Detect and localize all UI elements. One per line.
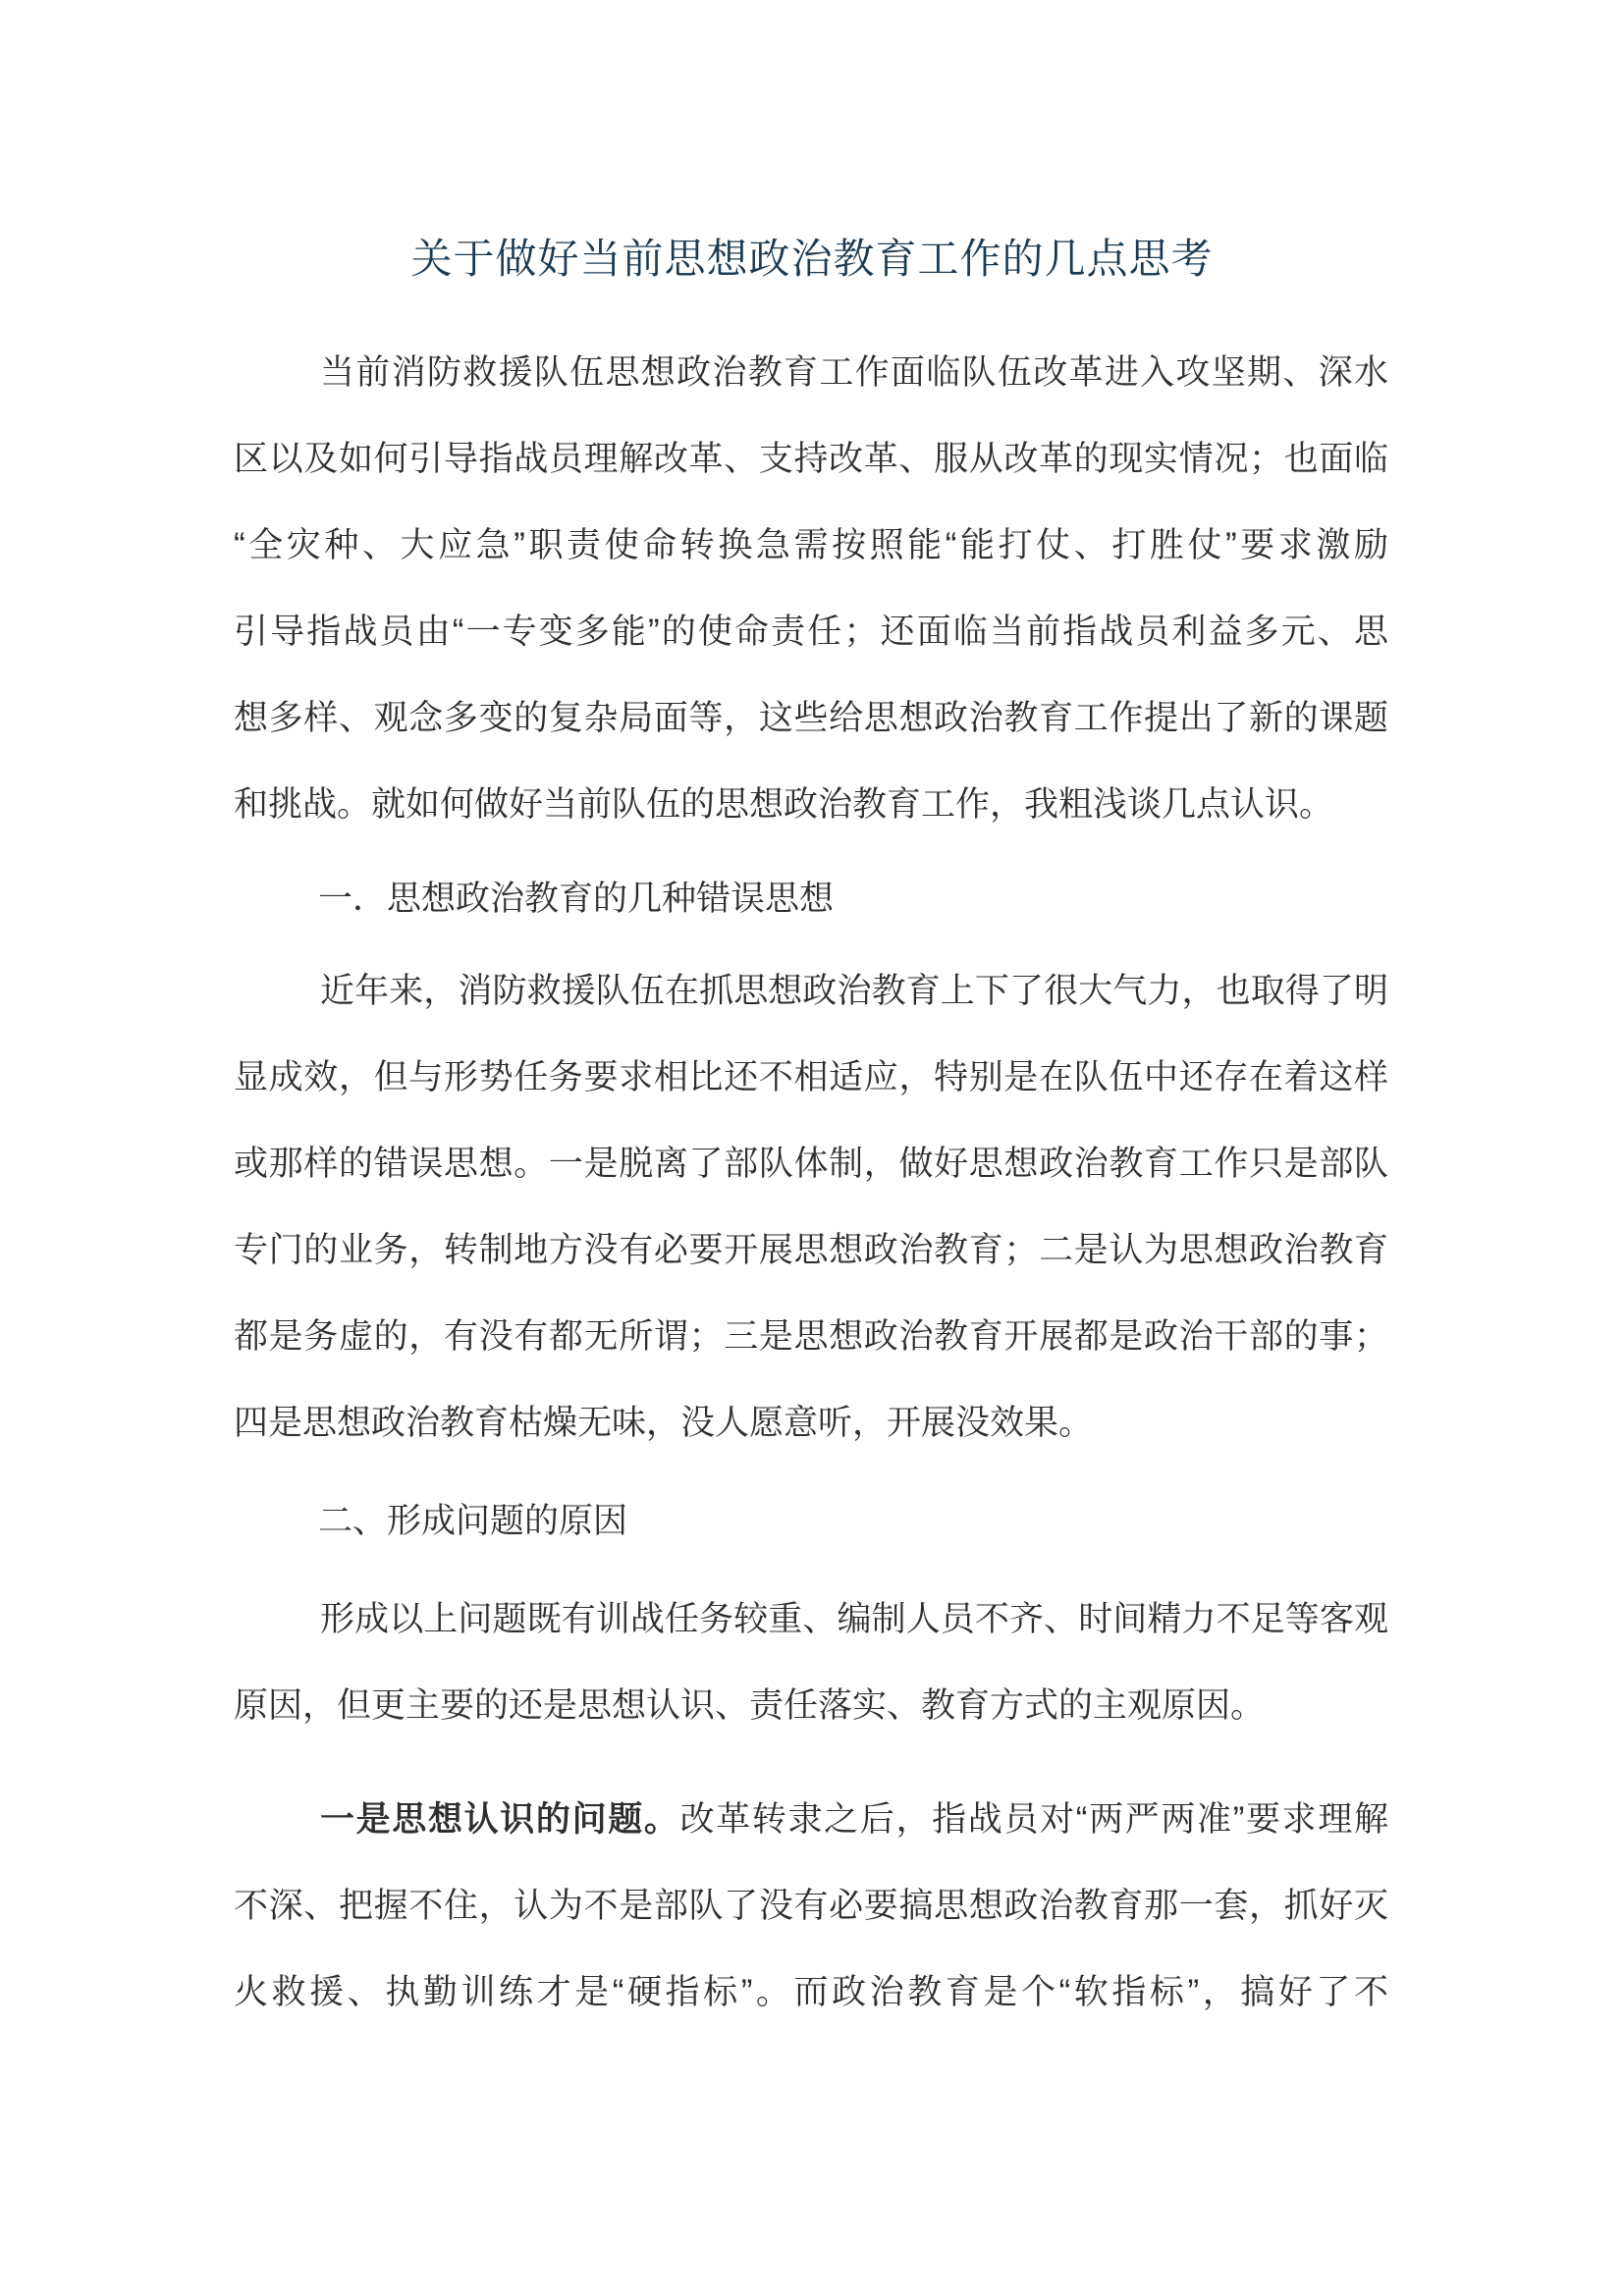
- text-line: 不深、把握不住，认为不是部队了没有必要搞思想政治教育那一套，抓好灭: [234, 1887, 1388, 1925]
- lead-rest-text: 改革转隶之后，指战员对“两严两准”要求理解: [679, 1800, 1388, 1839]
- text-line: 火救援、执勤训练才是“硬指标”。而政治教育是个“软指标”，搞好了不: [234, 1973, 1388, 2011]
- section-heading-1: 一．思想政治教育的几种错误思想: [318, 880, 835, 918]
- text-line: 引导指战员由“一专变多能”的使命责任；还面临当前指战员利益多元、思: [234, 613, 1388, 651]
- text-line: 都是务虚的，有没有都无所谓；三是思想政治教育开展都是政治干部的事；: [234, 1317, 1388, 1356]
- text-line: 区以及如何引导指战员理解改革、支持改革、服从改革的现实情况；也面临: [234, 440, 1388, 478]
- text-line: 近年来，消防救援队伍在抓思想政治教育上下了很大气力，也取得了明: [320, 972, 1388, 1010]
- text-line: “全灾种、大应急”职责使命转换急需按照能“能打仗、打胜仗”要求激励: [234, 526, 1388, 564]
- text-line: [234, 1777, 1388, 1863]
- paragraph-thought-problem: [234, 1777, 1388, 2036]
- text-line: 和挑战。就如何做好当前队伍的思想政治教育工作，我粗浅谈几点认识。: [234, 785, 1334, 824]
- paragraph-intro: [234, 330, 1388, 848]
- document-body: [234, 330, 1388, 2036]
- text-line: 显成效，但与形势任务要求相比还不相适应，特别是在队伍中还存在着这样: [234, 1058, 1388, 1096]
- text-line: 想多样、观念多变的复杂局面等，这些给思想政治教育工作提出了新的课题: [234, 699, 1388, 737]
- text-line: 当前消防救援队伍思想政治教育工作面临队伍改革进入攻坚期、深水: [320, 353, 1388, 392]
- text-line: 专门的业务，转制地方没有必要开展思想政治教育；二是认为思想政治教育: [234, 1231, 1388, 1269]
- page-title: 关于做好当前思想政治教育工作的几点思考: [410, 236, 1214, 282]
- text-line: 形成以上问题既有训战任务较重、编制人员不齐、时间精力不足等客观: [320, 1600, 1388, 1638]
- section-heading-2: 二、形成问题的原因: [318, 1502, 628, 1540]
- bold-lead-text: 一是思想认识的问题。: [320, 1800, 680, 1839]
- text-line: 四是思想政治教育枯燥无味，没人愿意听，开展没效果。: [234, 1404, 1094, 1442]
- text-line: 原因，但更主要的还是思想认识、责任落实、教育方式的主观原因。: [234, 1686, 1266, 1725]
- text-line: 或那样的错误思想。一是脱离了部队体制，做好思想政治教育工作只是部队: [234, 1145, 1388, 1183]
- paragraph-causes: [234, 1576, 1388, 1749]
- paragraph-errors: [234, 948, 1388, 1467]
